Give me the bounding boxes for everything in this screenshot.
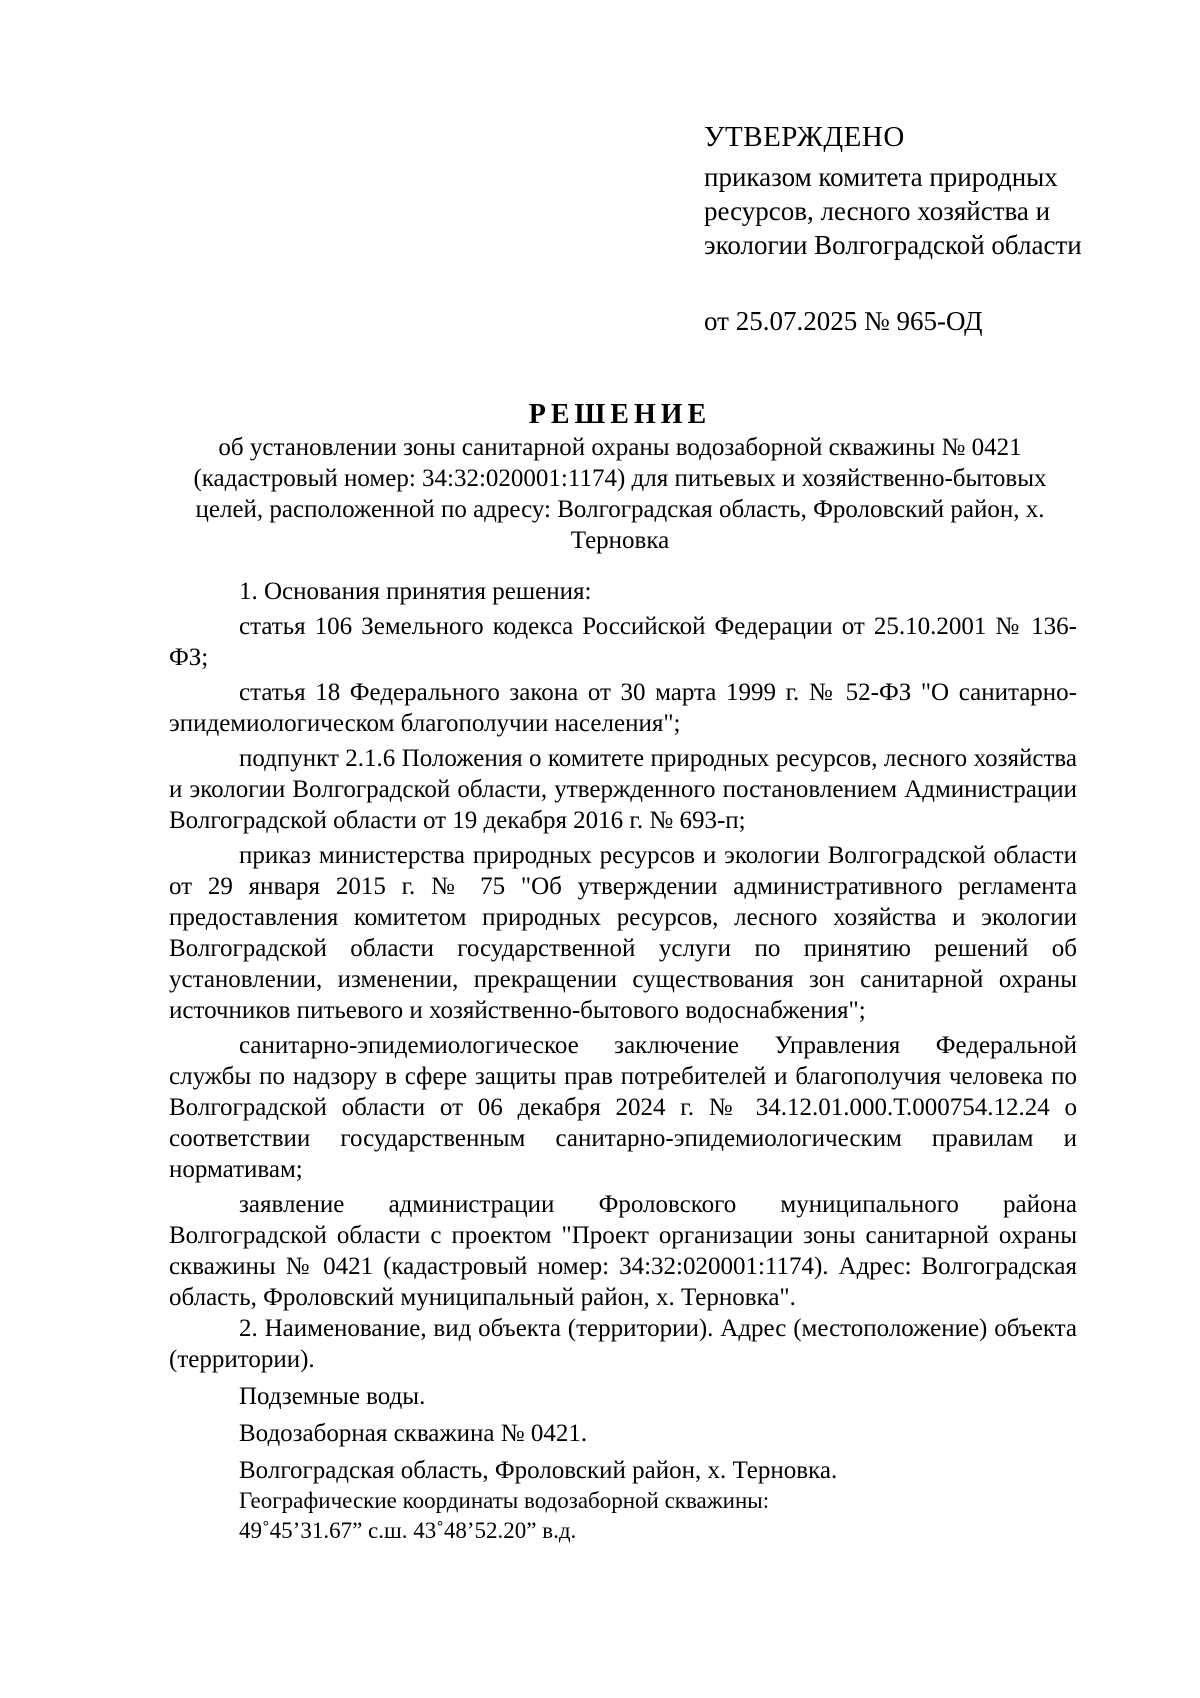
section-1-item: приказ министерства природных ресурсов и экологии Волгоградской области от 29 января 2015 г. № 75 "Об утверждении административного регламента предоставления комитетом природных ресурсов, лесного хозяйства и экологии Волгоградской области государственной услуги по принятию решений об установлении, изменении, прекращении существования зон санитарной охраны источников питьевого и хозяйственно-бытового водоснабжения"; bbox=[169, 842, 1077, 1024]
document-subtitle: об установлении зоны санитарной охраны водозаборной скважины № 0421 (кадастровый номер: 34:32:020001:1174) для питьевых и хозяйственно-бытовых целей, расположенной по адресу: Волгоградская область, Фроловский район, х. Терновка bbox=[193, 434, 1047, 554]
section-2-heading: 2. Наименование, вид объекта (территории). Адрес (местоположение) объекта (территории). bbox=[169, 1315, 1077, 1373]
section-1-heading: 1. Основания принятия решения: bbox=[239, 578, 592, 605]
section-1-item: статья 18 Федерального закона от 30 марта 1999 г. № 52-ФЗ "О санитарно-эпидемиологическом благополучии населения"; bbox=[169, 679, 1077, 737]
document-heading: РЕШЕНИЕ bbox=[528, 399, 712, 430]
section-1-item: подпункт 2.1.6 Положения о комитете природных ресурсов, лесного хозяйства и экологии Волгоградской области, утвержденного постановлением Администрации Волгоградской области от 19 декабря 2016 г. № 693-п; bbox=[169, 745, 1077, 834]
coordinates-label: Географические координаты водозаборной скважины: bbox=[239, 1488, 770, 1513]
section-2-item: Водозаборная скважина № 0421. bbox=[239, 1420, 588, 1447]
approval-authority: приказом комитета природных ресурсов, лесного хозяйства и экологии Волгоградской области bbox=[704, 162, 1082, 260]
section-1-item: санитарно-эпидемиологическое заключение Управления Федеральной службы по надзору в сфере защиты прав потребителей и благополучия человека по Волгоградской области от 06 декабря 2024 г. № 34.12.01.000.Т.000754.12.24 о соответствии государственным санитарно-эпидемиологическим правилам и нормативам; bbox=[169, 1032, 1077, 1183]
approval-title: УТВЕРЖДЕНО bbox=[704, 121, 905, 153]
section-2-item: Волгоградская область, Фроловский район, х. Терновка. bbox=[239, 1457, 838, 1484]
approval-order-reference: от 25.07.2025 № 965-ОД bbox=[704, 306, 983, 336]
section-2-item: Подземные воды. bbox=[239, 1383, 426, 1410]
document-title-block bbox=[165, 398, 1075, 556]
approval-block bbox=[704, 120, 1124, 338]
section-1-item: статья 106 Земельного кодекса Российской Федерации от 25.10.2001 № 136-ФЗ; bbox=[169, 613, 1077, 671]
section-1-item: заявление администрации Фроловского муниципального района Волгоградской области с проектом "Проект организации зоны санитарной охраны скважины № 0421 (кадастровый номер: 34:32:020001:1174). Адрес: Волгоградская область, Фроловский муниципальный район, х. Терновка". bbox=[169, 1191, 1077, 1311]
coordinates-value: 49˚45’31.67” с.ш. 43˚48’52.20” в.д. bbox=[239, 1518, 577, 1543]
document-body bbox=[169, 576, 1077, 1546]
